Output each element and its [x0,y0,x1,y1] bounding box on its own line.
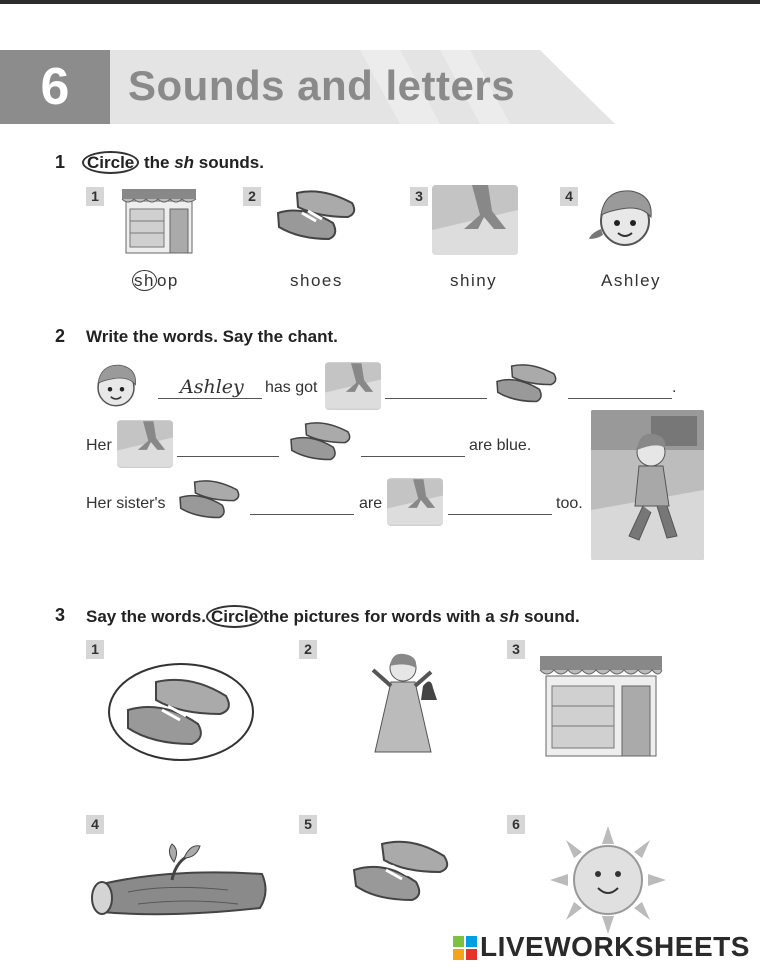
answer-line[interactable] [568,398,672,399]
liveworksheets-brand[interactable]: LIVEWORKSHEETS [480,931,750,962]
shoes-picture [492,360,562,410]
unit-number-box [0,50,110,124]
exercise-3-number: 3 [55,605,66,625]
word-shiny: shiny [450,271,498,290]
shiny-floor-picture [325,362,381,410]
exercise-2-number: 2 [55,326,66,346]
exercise-3-instruction: Say the words. Circle the pictures for words with a sh sound. [86,607,580,626]
shoes-picture[interactable] [348,834,458,916]
shiny-floor-picture [117,420,173,468]
answer-line[interactable] [177,456,279,457]
answer-line[interactable] [448,514,552,515]
circle-word: Circle [82,151,139,174]
liveworksheets-logo-icon [453,936,477,960]
answer-line[interactable] [385,398,487,399]
text-her-sisters: Her sister's [86,495,166,512]
sun-picture[interactable] [550,826,666,934]
answer-line[interactable] [361,456,465,457]
text-are-blue: are blue. [469,437,532,454]
circle-word: Circle [206,605,263,628]
word-ashley: Ashley [601,271,662,290]
word-shoes: shoes [290,271,343,290]
shoes-picture [286,418,356,468]
item-number: 3 [410,187,428,206]
top-border [0,0,760,4]
shiny-floor-picture [387,478,443,526]
exercise-1-instruction: Circle the sh sounds. [82,151,264,174]
item-number: 5 [299,815,317,834]
word-shop: sh op [134,271,179,290]
exercise-1-number: 1 [55,152,66,172]
item-number: 3 [507,640,525,659]
unit-number: 6 [40,58,70,116]
item-number: 2 [243,187,261,206]
item-number: 2 [299,640,317,659]
text-has-got: has got [265,379,318,396]
text-her: Her [86,437,112,454]
shop-picture[interactable] [538,652,664,758]
shiny-floor-picture [432,185,518,255]
ashley-girl-picture [86,360,146,414]
page-title: Sounds and letters [128,62,516,109]
item-number: 4 [86,815,104,834]
shop-picture [120,185,198,255]
answer-line[interactable] [250,514,354,515]
item-number: 1 [86,640,104,659]
shoes-picture [272,185,362,250]
girl-handbag-picture[interactable] [345,648,465,763]
log-picture[interactable] [88,840,273,925]
shoes-picture-circled[interactable] [106,660,256,770]
text-are: are [359,495,383,512]
period: . [672,379,677,396]
shoes-picture [175,476,245,526]
answer-line [158,398,262,399]
ashley-girl-picture [585,185,665,255]
item-number: 6 [507,815,525,834]
answer-ashley[interactable]: Ashley [180,376,244,398]
item-number: 1 [86,187,104,206]
exercise-2-instruction: Write the words. Say the chant. [86,327,338,346]
item-number: 4 [560,187,578,206]
text-too: too. [556,495,583,512]
girl-running-picture [591,410,704,560]
